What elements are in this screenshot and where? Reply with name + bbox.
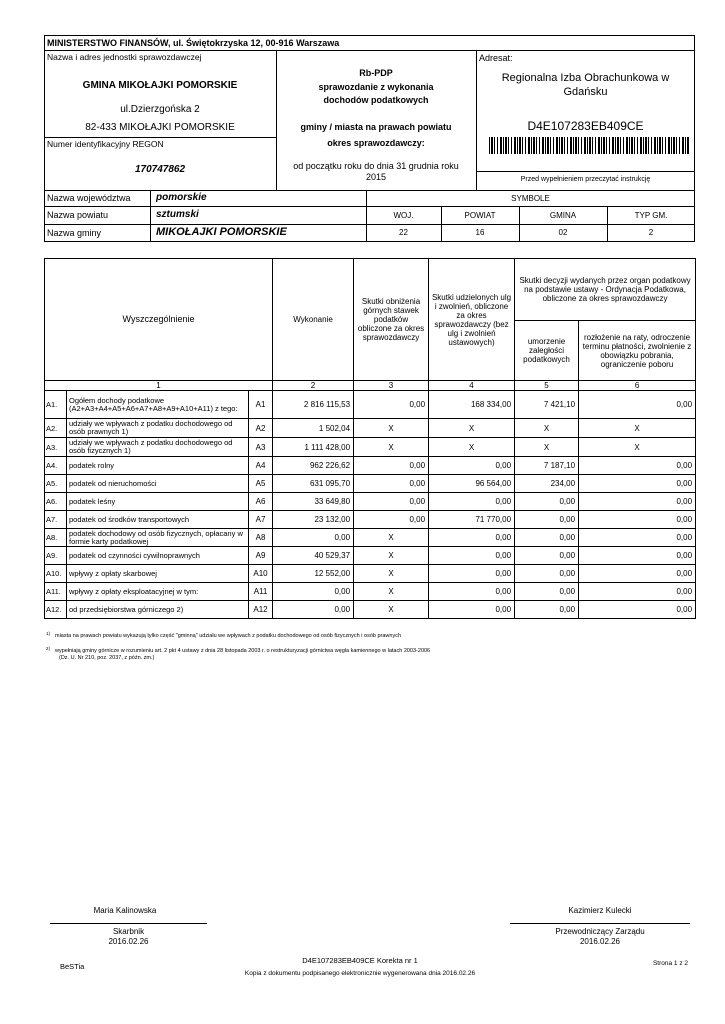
- gmina-label: GMINA: [549, 211, 577, 220]
- row-code: A10: [249, 565, 273, 583]
- barcode-graphic: [489, 137, 689, 154]
- row-lp: A4.: [45, 457, 67, 475]
- row-exec: 1 111 428,00: [273, 438, 354, 457]
- row-remission: 0,00: [515, 565, 579, 583]
- symbols-label: SYMBOLE: [511, 194, 550, 203]
- row-remission: 7 421,10: [515, 391, 579, 419]
- row-reliefs: 0,00: [429, 601, 515, 619]
- county-value: sztumski: [156, 209, 199, 220]
- row-reliefs: 0,00: [429, 583, 515, 601]
- powiat-value: 16: [475, 228, 485, 237]
- row-exec: 40 529,37: [273, 547, 354, 565]
- footer-correction: D4E107283EB409CE Korekta nr 1: [302, 956, 418, 965]
- signature-right-role: Przewodniczący Zarządu: [555, 927, 645, 936]
- row-name: podatek rolny: [67, 457, 249, 475]
- row-deferral: X: [579, 419, 696, 438]
- regon-label: Numer identyfikacyjny REGON: [47, 139, 164, 149]
- row-lp: A3.: [45, 438, 67, 457]
- row-code: A12: [249, 601, 273, 619]
- row-remission: 0,00: [515, 547, 579, 565]
- powiat-label: POWIAT: [464, 211, 496, 220]
- signature-left-role: Skarbnik: [112, 927, 145, 936]
- row-code: A11: [249, 583, 273, 601]
- row-rates: 0,00: [354, 475, 429, 493]
- row-name: udziały we wpływach z podatku dochodowego od osób prawnych 1): [67, 419, 249, 438]
- footnote-2-line-1: wypełniają gminy górnicze w rozumieniu art. 2 pkt 4 ustawy z dnia 28 listopada 2003 r. o restrukturyzacji górnictwa węgla kamiennego w latach 2003-2006: [55, 648, 431, 654]
- table-row: [45, 438, 696, 457]
- row-name: wpływy z opłaty skarbowej: [67, 565, 249, 583]
- signature-left-name: Maria Kalinowska: [93, 906, 157, 915]
- regon-value: 170747862: [134, 164, 186, 175]
- form-title-2: dochodów podatkowych: [323, 95, 429, 105]
- period-line-1: od początku roku do dnia 31 grudnia roku: [293, 161, 459, 171]
- row-lp: A2.: [45, 419, 67, 438]
- col-index-3: 3: [354, 381, 429, 391]
- row-deferral: 0,00: [579, 475, 696, 493]
- row-deferral: 0,00: [579, 457, 696, 475]
- table-row: [45, 419, 696, 438]
- col-index-1: 1: [45, 381, 273, 391]
- row-rates: X: [354, 583, 429, 601]
- row-name: wpływy z opłaty eksploatacyjnej w tym:: [67, 583, 249, 601]
- table-row: [45, 547, 696, 565]
- row-reliefs: 168 334,00: [429, 391, 515, 419]
- row-code: A9: [249, 547, 273, 565]
- row-reliefs: 0,00: [429, 493, 515, 511]
- row-lp: A6.: [45, 493, 67, 511]
- col-header-exec: Wykonanie: [273, 259, 354, 381]
- row-reliefs: 0,00: [429, 529, 515, 547]
- col-index-6: 6: [579, 381, 696, 391]
- form-title-3: gminy / miasta na prawach powiatu: [300, 122, 452, 132]
- row-code: A3: [249, 438, 273, 457]
- form-code: Rb-PDP: [359, 68, 393, 78]
- row-rates: X: [354, 601, 429, 619]
- row-rates: X: [354, 438, 429, 457]
- table-row: [45, 391, 696, 419]
- row-rates: X: [354, 565, 429, 583]
- row-remission: 234,00: [515, 475, 579, 493]
- signature-right-name: Kazimierz Kulecki: [568, 906, 632, 915]
- row-code: A6: [249, 493, 273, 511]
- col-header-deferral: rozłożenie na raty, odroczenie terminu płatności, zwolnienie z obowiązku pobrania, ograniczenie poboru: [579, 321, 696, 381]
- signature-right-date: 2016.02.26: [579, 937, 621, 946]
- row-reliefs: 96 564,00: [429, 475, 515, 493]
- row-exec: 0,00: [273, 583, 354, 601]
- county-label: Nazwa powiatu: [47, 210, 109, 220]
- row-deferral: X: [579, 438, 696, 457]
- row-deferral: 0,00: [579, 493, 696, 511]
- col-header-reliefs: Skutki udzielonych ulg i zwolnień, obliczone za okres sprawozdawczy (bez ulg i zwolnień ustawowych): [429, 259, 515, 381]
- row-exec: 0,00: [273, 601, 354, 619]
- row-rates: 0,00: [354, 511, 429, 529]
- row-name: podatek leśny: [67, 493, 249, 511]
- row-lp: A8.: [45, 529, 67, 547]
- unit-name: GMINA MIKOŁAJKI POMORSKIE: [82, 80, 238, 91]
- row-exec: 33 649,80: [273, 493, 354, 511]
- addressee-label: Adresat:: [479, 53, 513, 63]
- row-rates: 0,00: [354, 391, 429, 419]
- typ-label: TYP GM.: [634, 211, 668, 220]
- row-exec: 1 502,04: [273, 419, 354, 438]
- period-line-2: 2015: [365, 172, 387, 182]
- row-name: podatek dochodowy od osób fizycznych, opłacany w formie karty podatkowej: [67, 529, 249, 547]
- col-header-decisions: Skutki decyzji wydanych przez organ podatkowy na podstawie ustawy - Ordynacja Podatkowa, obliczone za okres sprawozdawczy: [515, 259, 696, 321]
- row-remission: X: [515, 438, 579, 457]
- col-header-spec: Wyszczególnienie: [45, 259, 273, 381]
- row-lp: A12.: [45, 601, 67, 619]
- row-exec: 23 132,00: [273, 511, 354, 529]
- typ-value: 2: [648, 228, 654, 237]
- row-remission: 0,00: [515, 493, 579, 511]
- row-deferral: 0,00: [579, 511, 696, 529]
- woj-value: 22: [399, 228, 408, 237]
- table-row: [45, 493, 696, 511]
- row-deferral: 0,00: [579, 565, 696, 583]
- footer-page: Strona 1 z 2: [652, 960, 688, 967]
- row-name: udziały we wpływach z podatku dochodowego od osób fizycznych 1): [67, 438, 249, 457]
- unit-label: Nazwa i adres jednostki sprawozdawczej: [47, 52, 202, 62]
- col-index-5: 5: [515, 381, 579, 391]
- row-deferral: 0,00: [579, 601, 696, 619]
- row-remission: 0,00: [515, 601, 579, 619]
- table-row: [45, 475, 696, 493]
- row-name: od przedsiębiorstwa górniczego 2): [67, 601, 249, 619]
- row-remission: 0,00: [515, 583, 579, 601]
- row-lp: A11.: [45, 583, 67, 601]
- row-code: A5: [249, 475, 273, 493]
- row-name: Ogółem dochody podatkowe (A2+A3+A4+A5+A6+A7+A8+A9+A10+A11) z tego:: [67, 391, 249, 419]
- row-code: A4: [249, 457, 273, 475]
- table-row: [45, 583, 696, 601]
- footer-copy-note: Kopia z dokumentu podpisanego elektronicznie wygenerowana dnia 2016.02.26: [244, 970, 476, 977]
- row-lp: A5.: [45, 475, 67, 493]
- col-header-remission: umorzenie zaległości podatkowych: [515, 321, 579, 381]
- unit-city: 82-433 MIKOŁAJKI POMORSKIE: [85, 122, 235, 133]
- row-deferral: 0,00: [579, 583, 696, 601]
- row-deferral: 0,00: [579, 529, 696, 547]
- footnote-1-mark: 1): [46, 631, 51, 636]
- addressee-line-1: Regionalna Izba Obrachunkowa w: [501, 72, 670, 84]
- row-lp: A10.: [45, 565, 67, 583]
- row-code: A1: [249, 391, 273, 419]
- ministry-line: MINISTERSTWO FINANSÓW, ul. Świętokrzyska 12, 00-916 Warszawa: [47, 38, 340, 48]
- row-lp: A9.: [45, 547, 67, 565]
- row-code: A2: [249, 419, 273, 438]
- row-deferral: 0,00: [579, 547, 696, 565]
- col-index-4: 4: [429, 381, 515, 391]
- footnote-2-mark: 2): [46, 646, 51, 651]
- row-reliefs: X: [429, 438, 515, 457]
- table-row: [45, 529, 696, 547]
- voivodeship-label: Nazwa województwa: [47, 193, 131, 203]
- row-reliefs: 0,00: [429, 457, 515, 475]
- row-name: podatek od środków transportowych: [67, 511, 249, 529]
- row-reliefs: X: [429, 419, 515, 438]
- row-name: podatek od nieruchomości: [67, 475, 249, 493]
- footnote-2-line-2: (Dz. U. Nr 210, poz. 2037, z późn. zm.): [59, 655, 155, 661]
- row-code: A8: [249, 529, 273, 547]
- form-title-1: sprawozdanie z wykonania: [318, 82, 434, 92]
- row-remission: 0,00: [515, 511, 579, 529]
- row-exec: 2 816 115,53: [273, 391, 354, 419]
- table-row: [45, 511, 696, 529]
- instruction-note: Przed wypełnieniem przeczytać instrukcję: [520, 176, 651, 183]
- commune-value: MIKOŁAJKI POMORSKIE: [156, 226, 287, 238]
- income-table: [44, 258, 696, 619]
- row-reliefs: 0,00: [429, 565, 515, 583]
- row-reliefs: 71 770,00: [429, 511, 515, 529]
- row-rates: X: [354, 419, 429, 438]
- footer-system: BeSTia: [60, 962, 85, 971]
- table-row: [45, 565, 696, 583]
- period-label: okres sprawozdawczy:: [327, 138, 425, 148]
- col-index-2: 2: [273, 381, 354, 391]
- row-exec: 12 552,00: [273, 565, 354, 583]
- row-rates: X: [354, 547, 429, 565]
- row-lp: A1.: [45, 391, 67, 419]
- row-exec: 962 226,62: [273, 457, 354, 475]
- table-row: [45, 601, 696, 619]
- row-remission: 7 187,10: [515, 457, 579, 475]
- row-rates: 0,00: [354, 457, 429, 475]
- row-remission: X: [515, 419, 579, 438]
- table-row: [45, 457, 696, 475]
- woj-label: WOJ.: [393, 211, 414, 220]
- row-name: podatek od czynności cywilnoprawnych: [67, 547, 249, 565]
- row-exec: 631 095,70: [273, 475, 354, 493]
- row-deferral: 0,00: [579, 391, 696, 419]
- document-id: D4E107283EB409CE: [527, 119, 644, 133]
- row-reliefs: 0,00: [429, 547, 515, 565]
- signature-left-date: 2016.02.26: [108, 937, 149, 946]
- footnote-1: miasta na prawach powiatu wykazują tylko część "gminną" udziału we wpływach z podatku dochodowego od osób fizycznych i osób prawnych: [55, 633, 402, 639]
- row-remission: 0,00: [515, 529, 579, 547]
- row-exec: 0,00: [273, 529, 354, 547]
- row-lp: A7.: [45, 511, 67, 529]
- unit-street: ul.Dzierzgońska 2: [120, 104, 200, 115]
- gmina-value: 02: [558, 228, 568, 237]
- voivodeship-value: pomorskie: [156, 192, 207, 203]
- row-rates: X: [354, 529, 429, 547]
- row-code: A7: [249, 511, 273, 529]
- commune-label: Nazwa gminy: [47, 228, 102, 238]
- row-rates: 0,00: [354, 493, 429, 511]
- col-header-rates: Skutki obniżenia górnych stawek podatków obliczone za okres sprawozdawczy: [354, 259, 429, 381]
- addressee-line-2: Gdańsku: [563, 86, 608, 98]
